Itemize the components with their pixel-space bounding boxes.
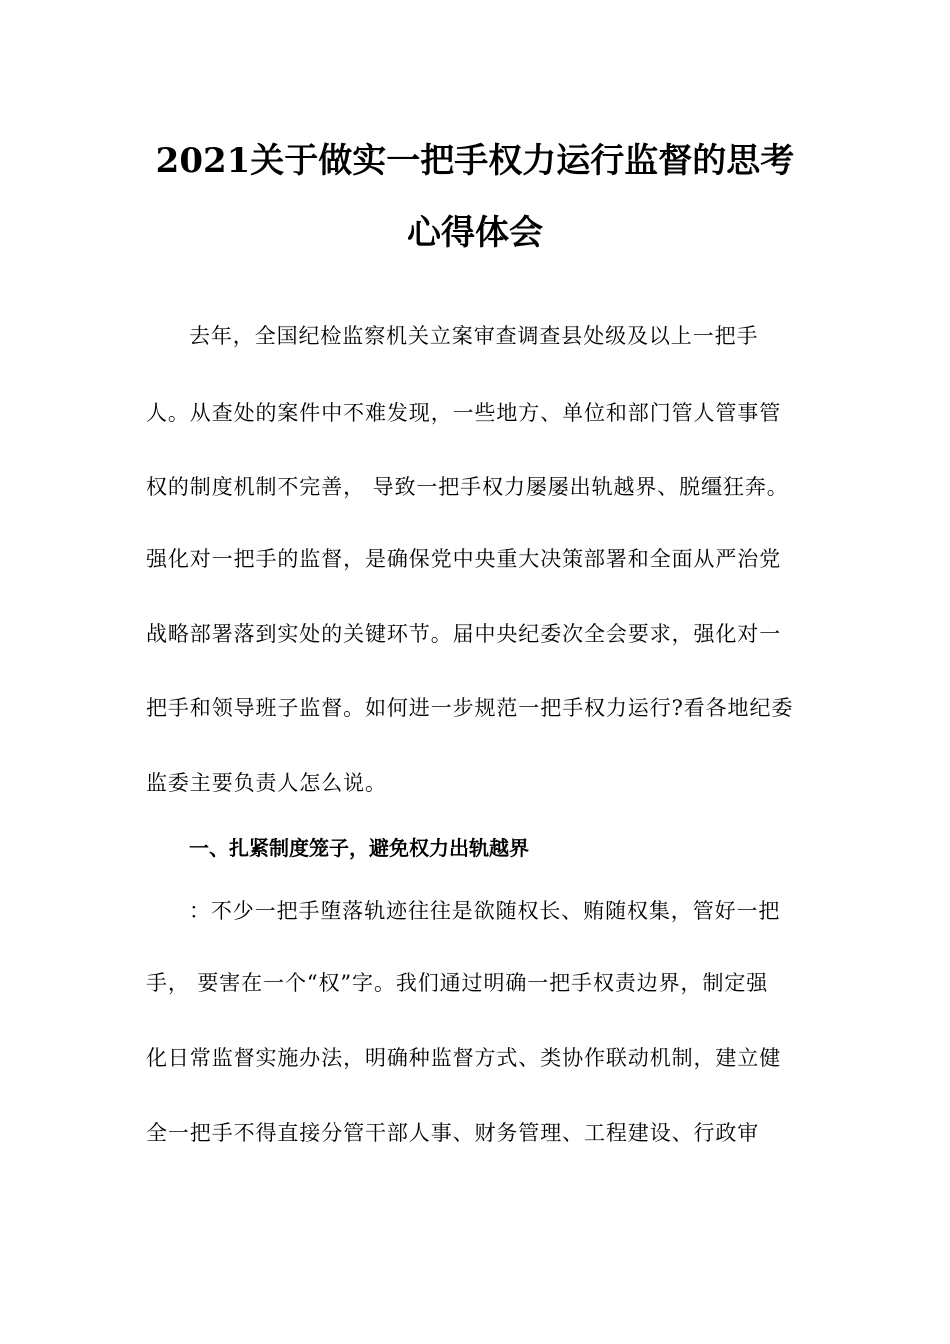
paragraph-2-line-2: 手， 要害在一个“权”字。我们通过明确一把手权责边界，制定强	[146, 971, 769, 995]
paragraph-1-line-1: 去年，全国纪检监察机关立案审查调查县处级及以上一把手	[189, 324, 759, 348]
paragraph-1-line-4: 强化对一把手的监督，是确保党中央重大决策部署和全面从严治党	[146, 547, 782, 571]
document-title-line-1: 2021关于做实一把手权力运行监督的思考	[155, 141, 795, 181]
document-title-line-2: 心得体会	[407, 213, 543, 253]
section-1-heading: 一、扎紧制度笼子，避免权力出轨越界	[189, 836, 529, 860]
paragraph-1-line-5: 战略部署落到实处的关键环节。届中央纪委次全会要求，强化对一	[146, 622, 782, 646]
paragraph-1-line-6: 把手和领导班子监督。如何进一步规范一把手权力运行?看各地纪委	[146, 696, 794, 720]
paragraph-1-line-7: 监委主要负责人怎么说。	[146, 771, 387, 795]
paragraph-2-line-4: 全一把手不得直接分管干部人事、财务管理、工程建设、行政审	[146, 1121, 760, 1145]
paragraph-1-line-3: 权的制度机制不完善， 导致一把手权力屡屡出轨越界、脱缰狂奔。	[146, 475, 789, 499]
paragraph-2-line-1: ：不少一把手堕落轨迹往往是欲随权长、贿随权集，管好一把	[189, 899, 781, 923]
paragraph-1-line-2: 人。从查处的案件中不难发现，一些地方、单位和部门管人管事管	[146, 401, 782, 425]
paragraph-2-line-3: 化日常监督实施办法，明确种监督方式、类协作联动机制，建立健	[146, 1046, 782, 1070]
